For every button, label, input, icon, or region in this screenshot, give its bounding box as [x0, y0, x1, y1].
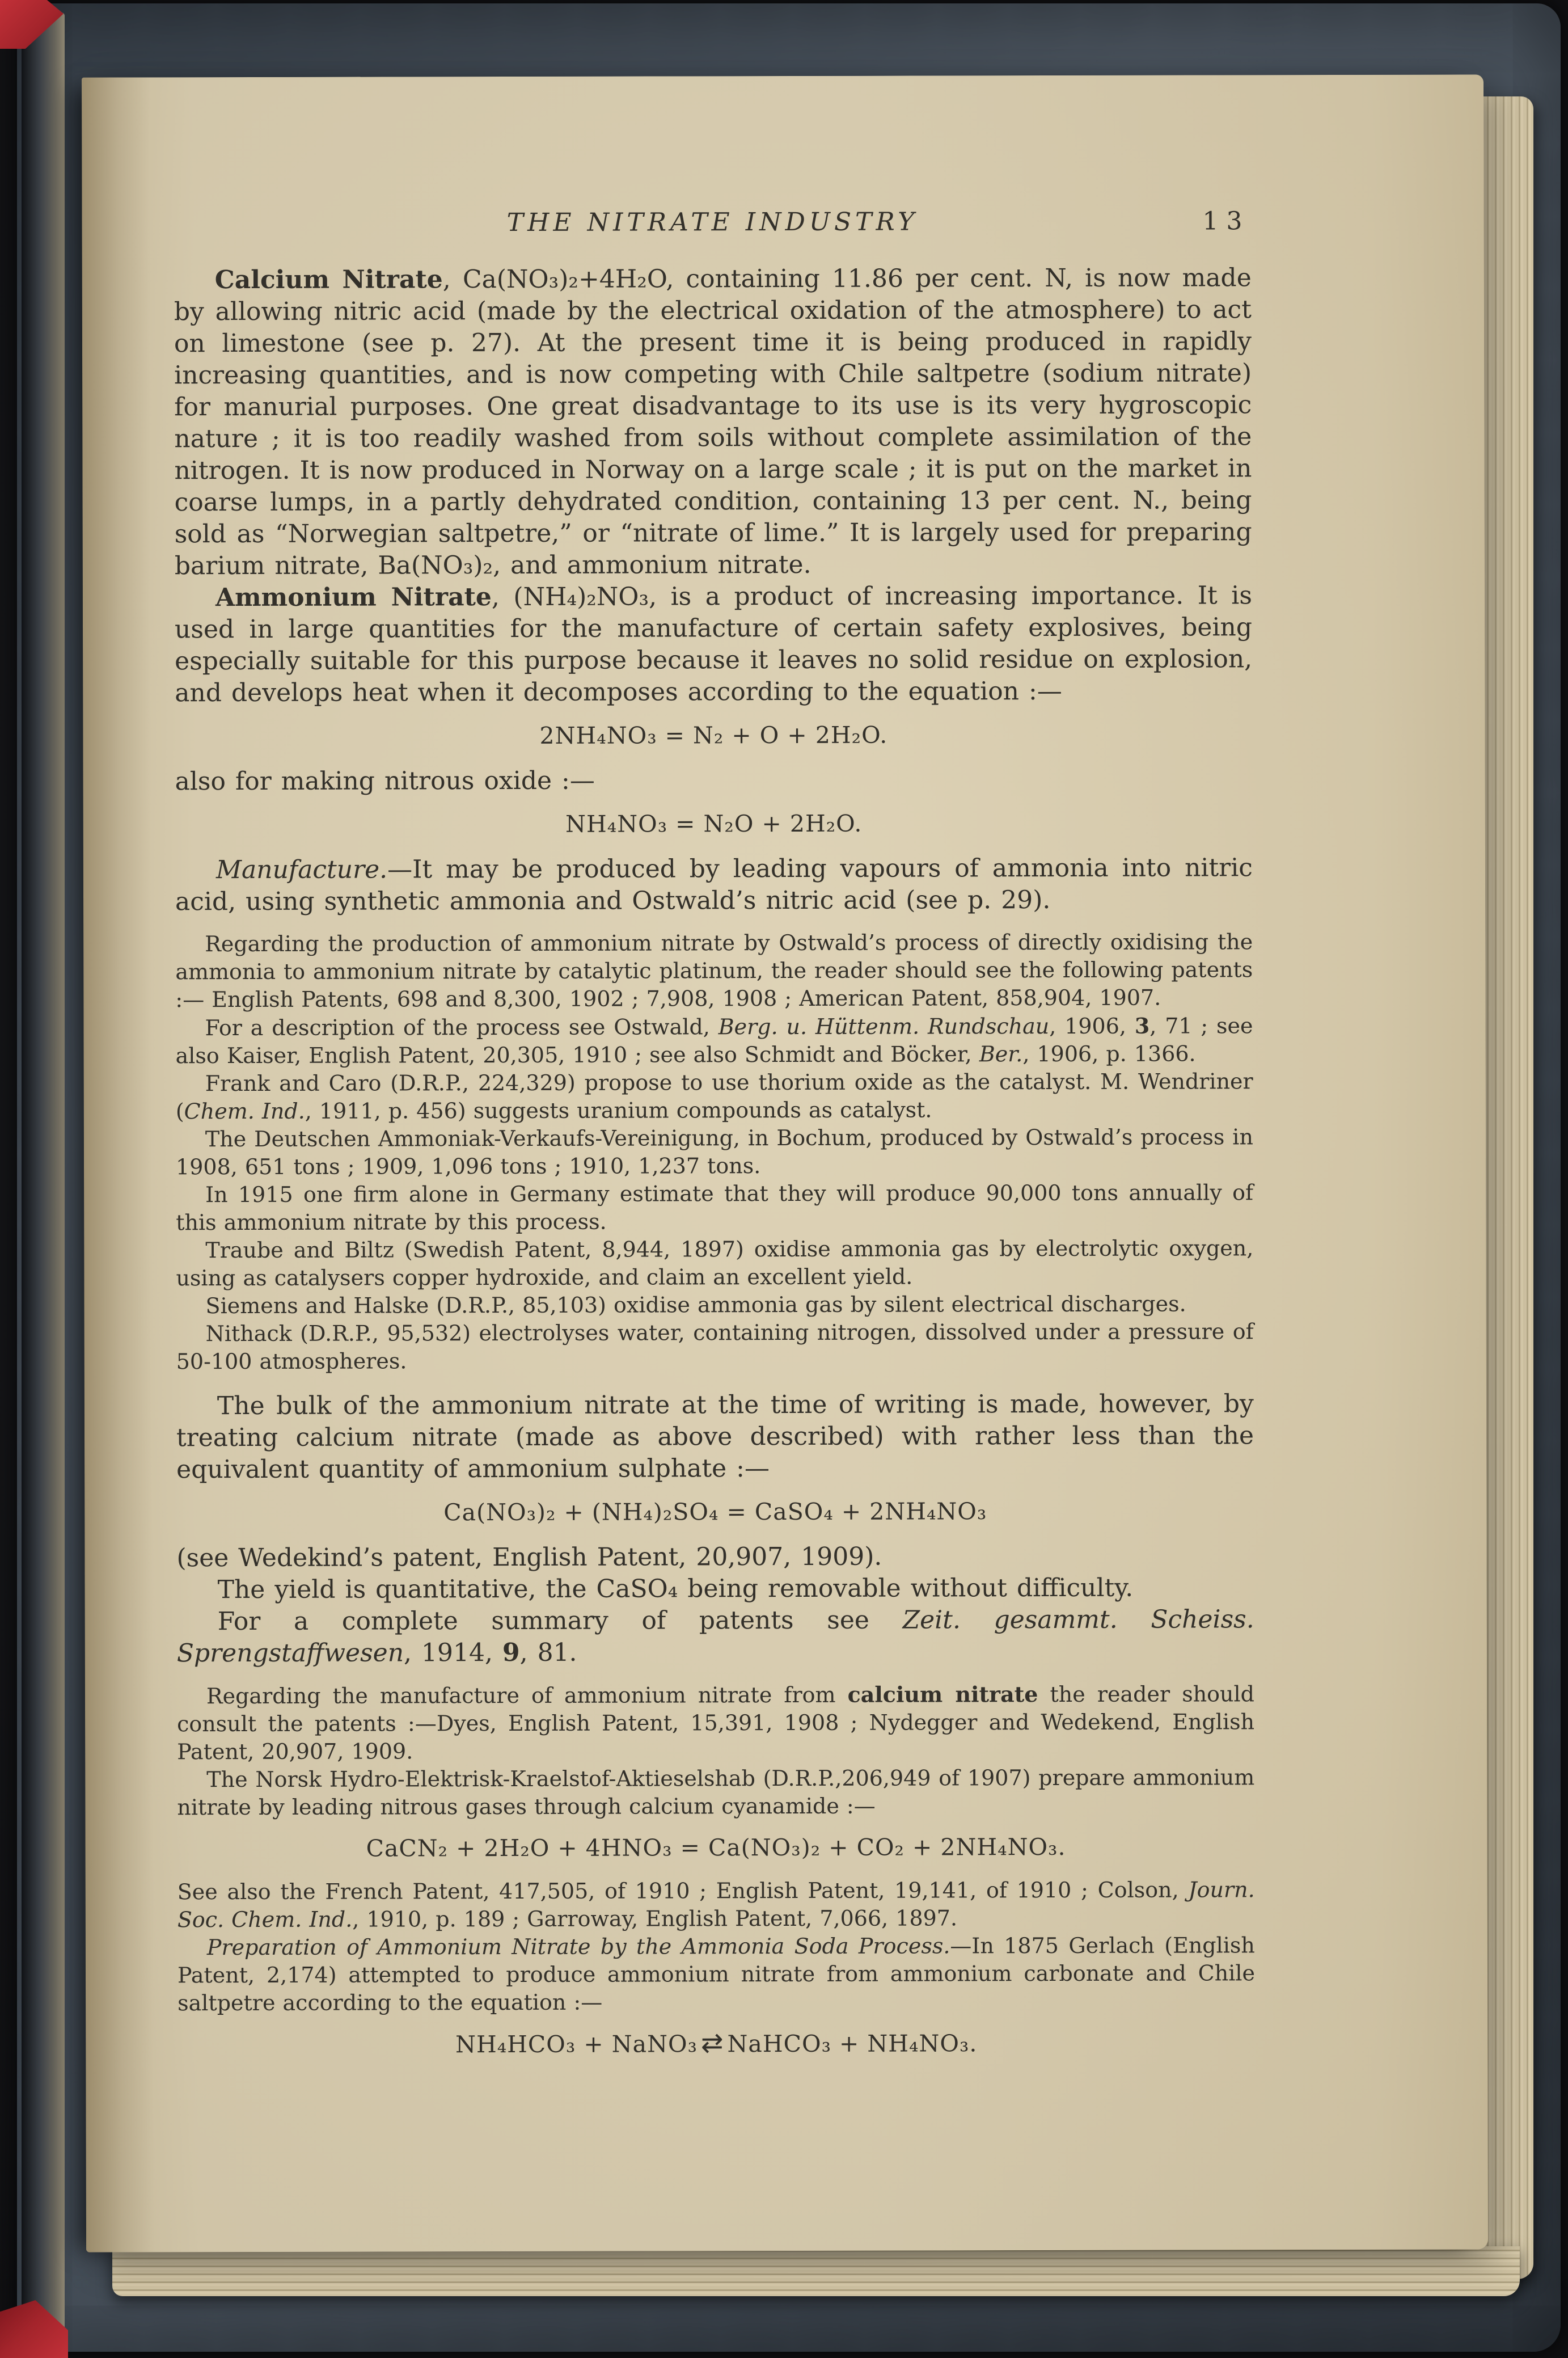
equation: [175, 718, 1252, 752]
text-run-arrow: ⇄: [700, 2027, 724, 2059]
equation: [177, 1830, 1254, 1865]
paragraph: [175, 763, 1253, 798]
paragraph: [174, 262, 1252, 582]
text-run: Frank and Caro (D.R.P., 224,329) propose to use thorium oxide as the catalyst. M. Wendriner (: [175, 1069, 1253, 1124]
footnote-paragraph: [176, 1318, 1254, 1376]
text-run: 2NH₄NO₃ = N₂ + O + 2H₂O.: [539, 721, 888, 749]
footnote-paragraph: [177, 1680, 1254, 1766]
footnote-paragraph: [177, 1876, 1255, 1934]
text-run: NH₄HCO₃ + NaNO₃: [455, 2030, 698, 2058]
text-run: , 1906, p. 1366.: [1022, 1041, 1196, 1067]
paragraph: [175, 852, 1253, 918]
paragraph: [176, 1388, 1254, 1486]
equation: [176, 1495, 1254, 1529]
paragraph: [175, 580, 1252, 709]
text-run: Regarding the manufacture of ammonium nitrate from: [206, 1682, 848, 1709]
equation: [175, 807, 1253, 841]
equation: [177, 2026, 1255, 2061]
text-run: For a complete summary of patents see: [217, 1605, 903, 1636]
text-run: , (NH₄)₂NO₃, is a product of increasing importance. It is used in large quantities for the manufacture of certain safety explosives, being especially suitable for this purpose because it leaves no solid residue on explosion, and develops heat when it decomposes according to the equation :—: [174, 581, 1253, 708]
book-spine-edge: [22, 12, 65, 2337]
book-page: [82, 74, 1488, 2252]
text-run-i: Manufacture.: [215, 855, 388, 885]
text-run: Siemens and Halske (D.R.P., 85,103) oxidise ammonia gas by silent electrical discharges.: [205, 1291, 1186, 1319]
text-run: The yield is quantitative, the CaSO₄ being removable without difficulty.: [217, 1573, 1134, 1605]
running-head: THE NITRATE INDUSTRY: [506, 207, 919, 238]
text-run: , 1911, p. 456) suggests uranium compounds as catalyst.: [305, 1097, 932, 1124]
text-run: , 1914,: [403, 1638, 502, 1668]
text-run: Regarding the production of ammonium nitrate by Ostwald’s process of directly oxidising the ammonia to ammonium nitrate by catalytic platinum, the reader should see the following patents :— English Patents, 698 and 8,300, 1902 ; 7,908, 1908 ; American Patent, 858,904, 1907.: [175, 929, 1253, 1013]
text-run-i: Chem. Ind.: [184, 1098, 305, 1124]
page-number: 13: [1202, 206, 1250, 236]
paragraph: [176, 1540, 1254, 1574]
footnote-paragraph: [176, 1234, 1253, 1292]
text-run: , 71 ; see also Kaiser, English Patent, 20,305, 1910 ; see also Schmidt and Böcker,: [175, 1013, 1253, 1069]
footnote-paragraph: [175, 1011, 1253, 1070]
text-run: NaHCO₃ + NH₄NO₃.: [727, 2030, 978, 2058]
text-run: Ca(NO₃)₂ + (NH₄)₂SO₄ = CaSO₄ + 2NH₄NO₃: [443, 1498, 987, 1526]
text-run: Traube and Biltz (Swedish Patent, 8,944, 1897) oxidise ammonia gas by electrolytic oxygen, using as catalysers copper hydroxide, and claim an excellent yield.: [176, 1235, 1254, 1291]
text-run-i: Journ. Soc. Chem. Ind.: [177, 1877, 1255, 1933]
page-edges-right: [1484, 96, 1533, 2279]
text-run-b: calcium nitrate: [847, 1681, 1038, 1707]
footnote-paragraph: [175, 928, 1253, 1014]
text-run-i: Preparation of Ammonium Nitrate by the Ammonia Soda Process.: [206, 1933, 950, 1960]
text-run-b: Ammonium Nitrate: [215, 583, 492, 613]
footnote-paragraph: [177, 1931, 1255, 2017]
page-header: [174, 206, 1251, 250]
text-run: (see Wedekind’s patent, English Patent, 20,907, 1909).: [176, 1542, 882, 1573]
footnote-paragraph: [176, 1123, 1253, 1181]
text-run: The Deutschen Ammoniak-Verkaufs-Vereinigung, in Bochum, produced by Ostwald’s process in 1908, 651 tons ; 1909, 1,096 tons ; 1910, 1,237 tons.: [175, 1124, 1253, 1180]
text-run: In 1915 one firm alone in Germany estimate that they will produce 90,000 tons annually of this ammonium nitrate by this process.: [176, 1180, 1254, 1235]
text-run-b: 3: [1134, 1013, 1150, 1039]
text-run-i: Berg. u. Hüttenm. Rundschau: [718, 1014, 1050, 1040]
text-run: , 1906,: [1049, 1013, 1135, 1039]
text-run: CaCN₂ + 2H₂O + 4HNO₃ = Ca(NO₃)₂ + CO₂ + 2NH₄NO₃.: [366, 1833, 1066, 1862]
footnote-paragraph: [176, 1179, 1253, 1237]
text-run: —It may be produced by leading vapours of ammonia into nitric acid, using synthetic ammonia and Ostwald’s nitric acid (see p. 29).: [175, 853, 1253, 917]
text-run-b: 9: [502, 1638, 520, 1668]
text-run: —In 1875 Gerlach (English Patent, 2,174) attempted to produce ammonium nitrate from ammonium carbonate and Chile saltpetre according to the equation :—: [177, 1933, 1256, 2016]
text-run: , 81.: [519, 1638, 577, 1667]
paragraph: [177, 1604, 1254, 1669]
text-run-b: Calcium Nitrate: [214, 265, 443, 295]
text-run: , 1910, p. 189 ; Garroway, English Patent, 7,066, 1897.: [352, 1905, 958, 1932]
footnote-paragraph: [176, 1290, 1253, 1320]
footnote-paragraph: [176, 1068, 1253, 1125]
footnote-paragraph: [177, 1764, 1254, 1821]
text-run: Nithack (D.R.P., 95,532) electrolyses water, containing nitrogen, dissolved under a pressure of 50-100 atmospheres.: [176, 1319, 1254, 1374]
text-run-i: Zeit. gesammt. Scheiss. Sprengstaffwesen: [176, 1605, 1254, 1668]
text-run: The Norsk Hydro-Elektrisk-Kraelstof-Aktieselshab (D.R.P.,206,949 of 1907) prepare ammonium nitrate by leading nitrous gases through calcium cyanamide :—: [177, 1765, 1255, 1820]
text-run: , Ca(NO₃)₂+4H₂O, containing 11.86 per cent. N, is now made by allowing nitric acid (made by the electrical oxidation of the atmosphere) to act on limestone (see p. 27). At the present time it is being produced in rapidly increasing quantities, and is now competing with Chile saltpetre (sodium nitrate) for manurial purposes. One great disadvantage to its use is its very hygroscopic nature ; it is too readily washed from soils without complete assimilation of the nitrogen. It is now produced in Norway on a large scale ; it is put on the market in coarse lumps, in a partly dehydrated condition, containing 13 per cent. N., being sold as “Norwegian saltpetre,” or “nitrate of lime.” It is largely used for preparing barium nitrate, Ba(NO₃)₂, and ammonium nitrate.: [174, 263, 1252, 581]
page-content: [174, 262, 1256, 2074]
text-run: the reader should consult the patents :—Dyes, English Patent, 15,391, 1908 ; Nydegger and Wedekend, English Patent, 20,907, 1909.: [177, 1681, 1255, 1765]
text-run-i: Ber.: [979, 1041, 1023, 1067]
text-run: See also the French Patent, 417,505, of 1910 ; English Patent, 19,141, of 1910 ; Colson,: [177, 1877, 1189, 1905]
text-run: The bulk of the ammonium nitrate at the time of writing is made, however, by treating calcium nitrate (made as above described) with rather less than the equivalent quantity of ammonium sulphate :—: [176, 1389, 1254, 1484]
paragraph: [177, 1572, 1254, 1606]
page-edges-bottom: [112, 2246, 1520, 2296]
text-run: NH₄NO₃ = N₂O + 2H₂O.: [565, 809, 863, 838]
text-run: For a description of the process see Ostwald,: [205, 1014, 719, 1041]
text-run: also for making nitrous oxide :—: [175, 766, 595, 796]
